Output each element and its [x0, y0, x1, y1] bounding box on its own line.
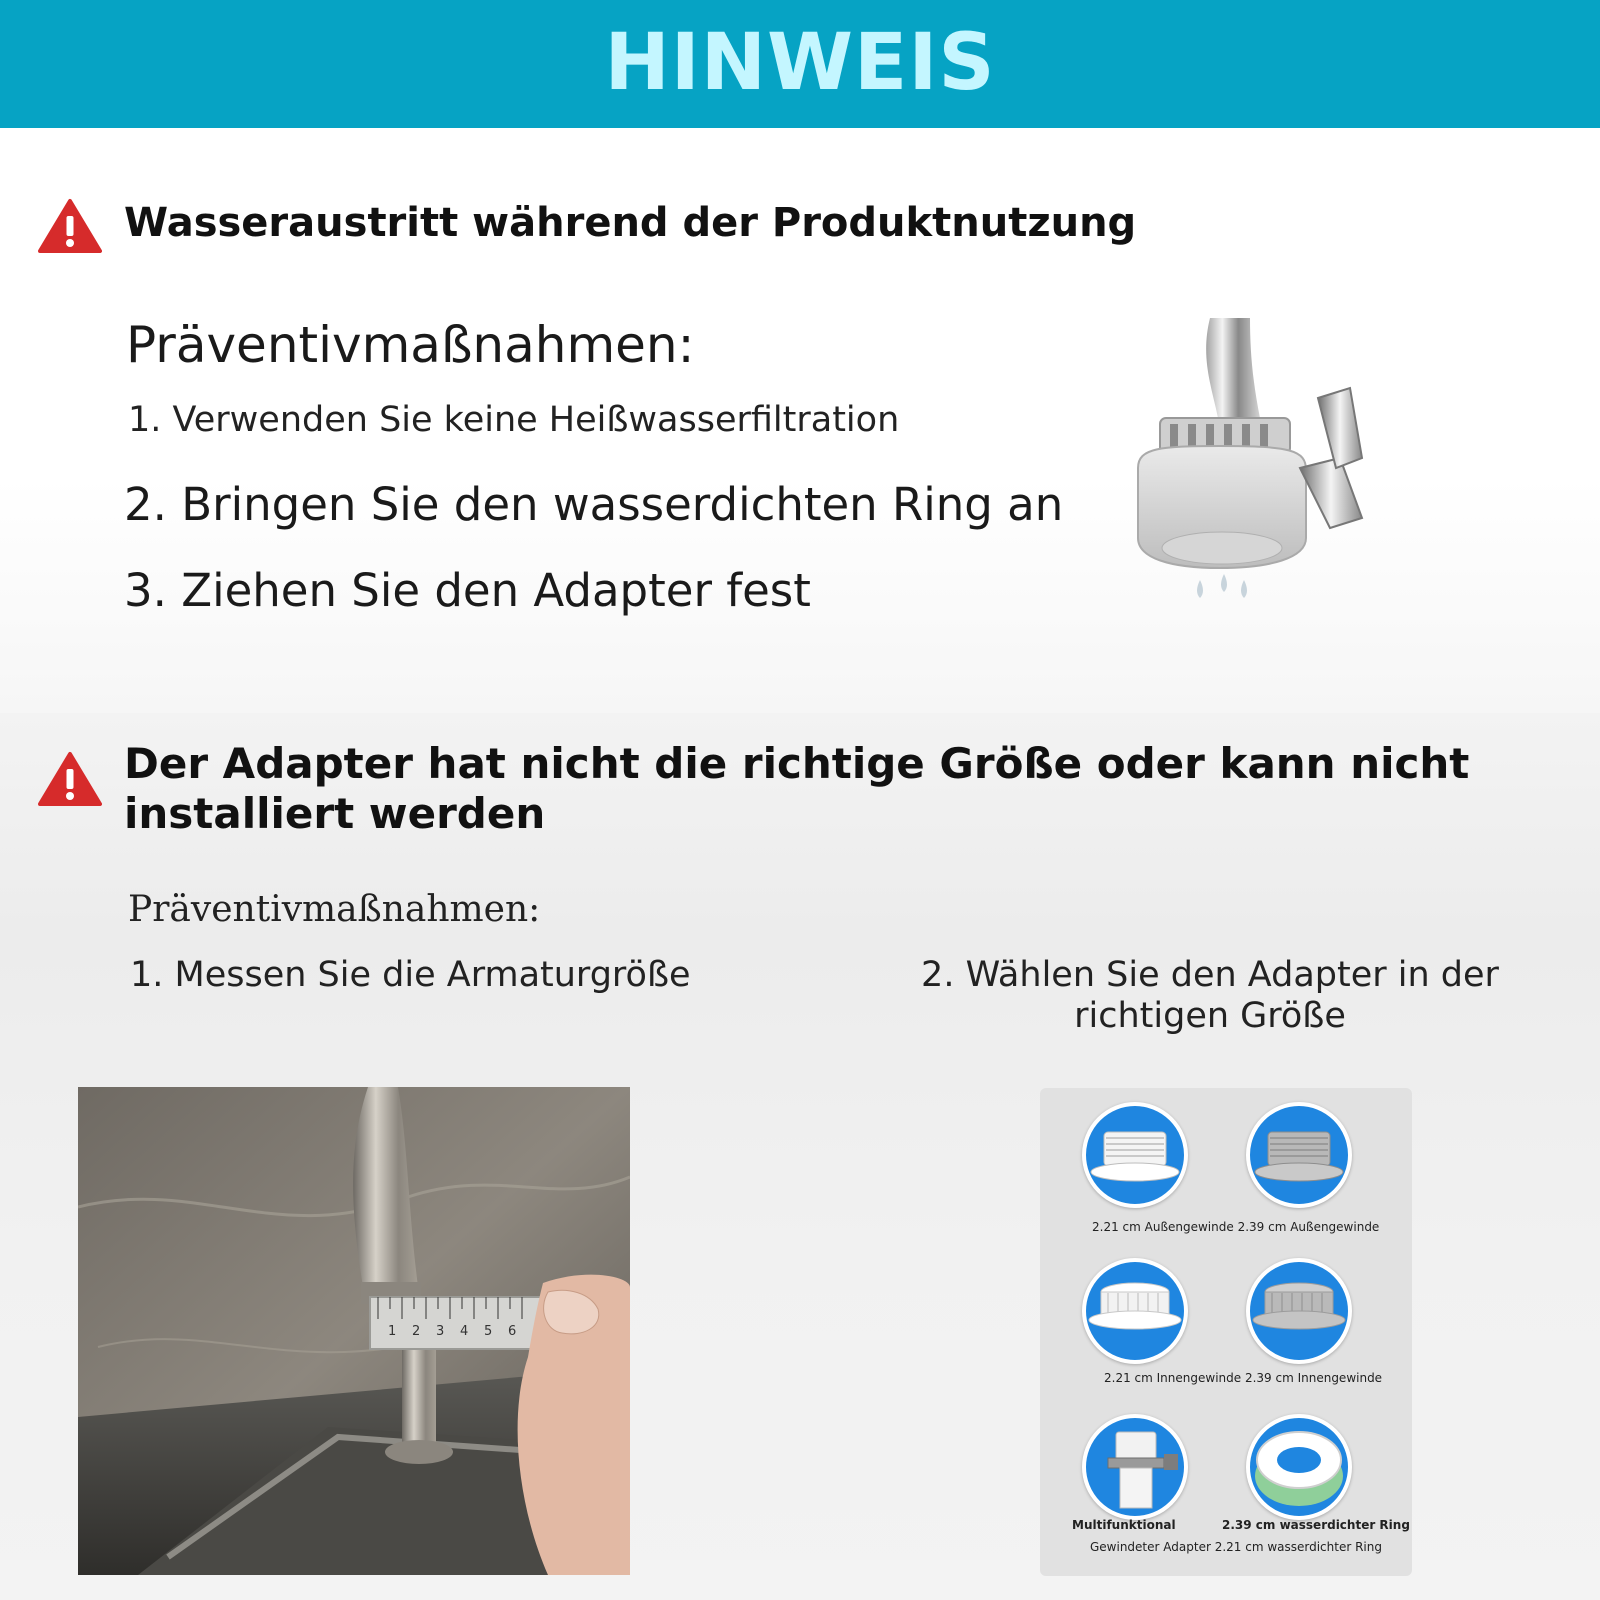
ruler-tick-label: 2 — [412, 1324, 421, 1339]
list-item: 2. Bringen Sie den wasserdichten Ring an — [124, 478, 1064, 531]
section-water-leak — [0, 128, 1600, 713]
ruler-tick-label: 5 — [484, 1324, 493, 1339]
adapter-caption — [1072, 1518, 1176, 1532]
step-select-adapter: 2. Wählen Sie den Adapter in der richtigen Größe — [921, 955, 1499, 1036]
adapter-image-inner-thread-239 — [1246, 1258, 1352, 1364]
ruler-tick-label: 1 — [388, 1324, 397, 1339]
header-banner — [0, 0, 1600, 128]
adapter-caption — [1222, 1518, 1410, 1532]
adapter-size-chart — [1040, 1088, 1412, 1576]
section-title: Der Adapter hat nicht die richtige Größe oder kann nicht installiert werden — [124, 739, 1470, 838]
faucet-filter-image — [1100, 318, 1380, 618]
adapter-caption: 2.21 cm Innengewinde 2.39 cm Innengewinde — [1104, 1371, 1383, 1385]
adapter-image-waterproof-ring — [1246, 1414, 1352, 1520]
adapter-image-multifunctional — [1082, 1414, 1188, 1520]
adapter-caption: 2.21 cm Außengewinde 2.39 cm Außengewinde — [1092, 1220, 1380, 1234]
measuring-faucet-photo — [78, 1087, 630, 1575]
section-subtitle: Präventivmaßnahmen: — [128, 889, 541, 930]
adapter-image-inner-thread-221 — [1082, 1258, 1188, 1364]
adapter-caption-left: Multifunktional — [1072, 1518, 1176, 1532]
warning-icon — [38, 198, 102, 254]
page-title: HINWEIS — [604, 18, 996, 108]
ruler-tick-label: 4 — [460, 1324, 469, 1339]
list-item: 1. Verwenden Sie keine Heißwasserfiltration — [128, 400, 900, 440]
adapter-caption-right: 2.39 cm wasserdichter Ring — [1222, 1518, 1410, 1532]
section-title: Wasseraustritt während der Produktnutzung — [124, 200, 1137, 246]
section-subtitle: Präventivmaßnahmen: — [126, 316, 695, 374]
ruler-tick-label: 3 — [436, 1324, 445, 1339]
step-measure: 1. Messen Sie die Armaturgröße — [130, 955, 691, 995]
list-item: 3. Ziehen Sie den Adapter fest — [124, 564, 811, 617]
adapter-image-outer-thread-239 — [1246, 1102, 1352, 1208]
ruler-tick-label: 6 — [508, 1324, 517, 1339]
adapter-image-outer-thread-221 — [1082, 1102, 1188, 1208]
warning-icon — [38, 751, 102, 807]
adapter-caption: Gewindeter Adapter 2.21 cm wasserdichter Ring — [1090, 1540, 1382, 1554]
